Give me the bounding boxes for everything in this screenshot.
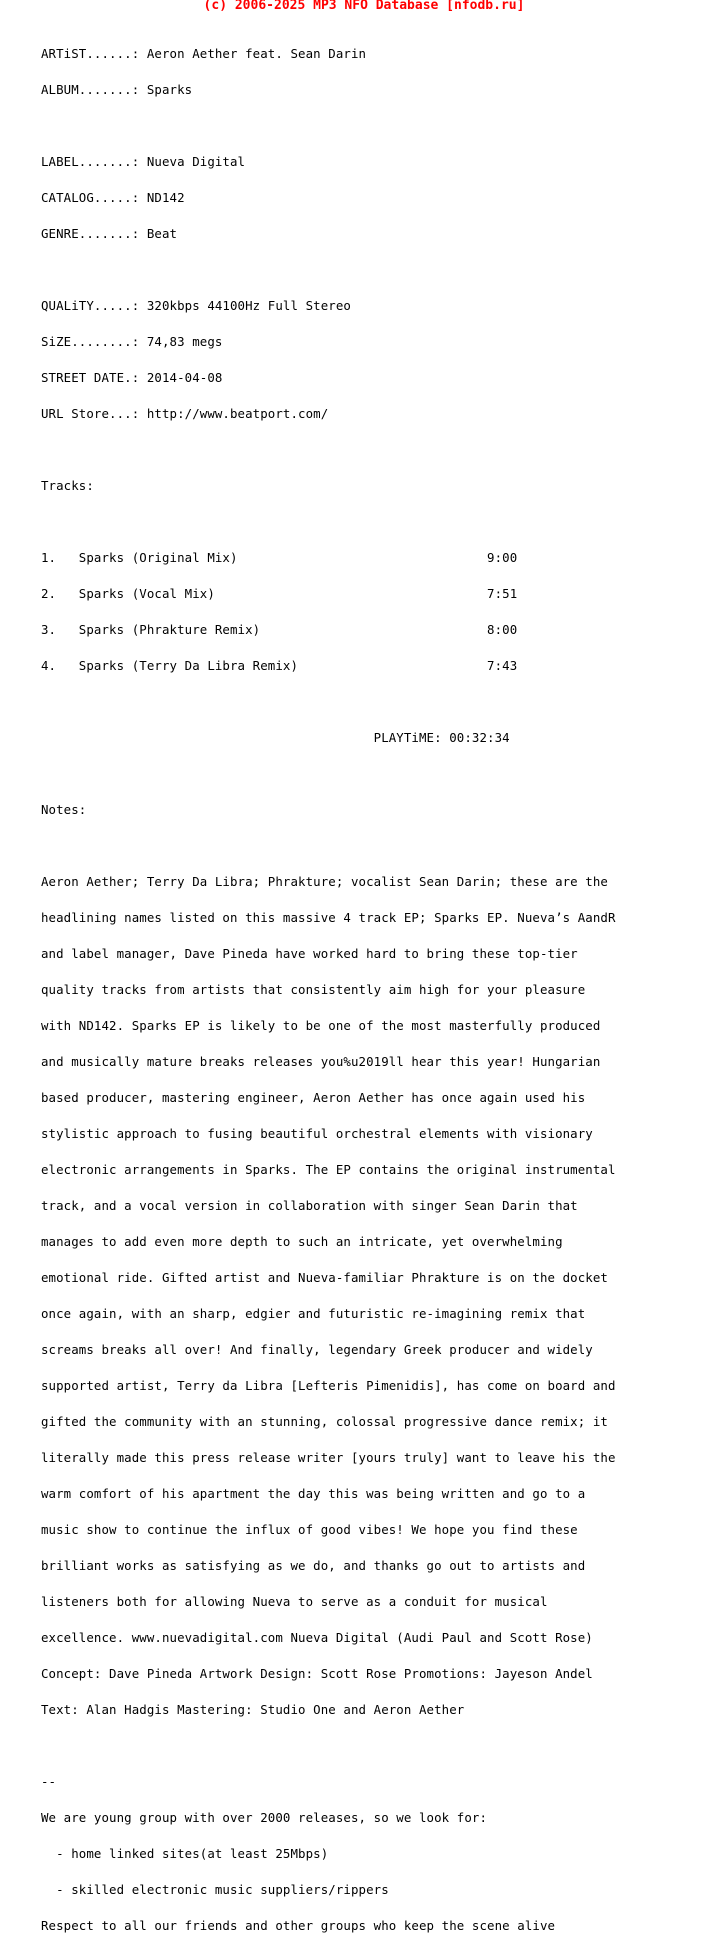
notes-line: quality tracks from artists that consistently aim high for your pleasure [41,982,586,997]
notes-line: electronic arrangements in Sparks. The EP contains the original instrumental [41,1162,616,1177]
artist-line: ARTiST......: Aeron Aether feat. Sean Darin [41,46,367,61]
notes-line: and musically mature breaks releases you%u2019ll hear this year! Hungarian [41,1054,601,1069]
notes-line: gifted the community with an stunning, colossal progressive dance remix; it [41,1414,608,1429]
notes-line: once again, with an sharp, edgier and futuristic re-imagining remix that [41,1306,586,1321]
notes-line: supported artist, Terry da Libra [Lefteris Pimenidis], has come on board and [41,1378,616,1393]
footer-line: - skilled electronic music suppliers/rippers [41,1882,389,1897]
catalog-line: CATALOG.....: ND142 [41,190,185,205]
track-row: 3. Sparks (Phrakture Remix) 8:00 [41,622,518,637]
notes-line: emotional ride. Gifted artist and Nueva-familiar Phrakture is on the docket [41,1270,608,1285]
notes-line: with ND142. Sparks EP is likely to be one of the most masterfully produced [41,1018,601,1033]
playtime-line: PLAYTiME: 00:32:34 [41,730,510,745]
track-row: 4. Sparks (Terry Da Libra Remix) 7:43 [41,658,518,673]
track-row: 2. Sparks (Vocal Mix) 7:51 [41,586,518,601]
notes-line: excellence. www.nuevadigital.com Nueva Digital (Audi Paul and Scott Rose) [41,1630,593,1645]
notes-line: music show to continue the influx of good vibes! We hope you find these [41,1522,578,1537]
notes-line: Text: Alan Hadgis Mastering: Studio One and Aeron Aether [41,1702,465,1717]
genre-line: GENRE.......: Beat [41,226,178,241]
nfo-text [41,24,616,1944]
notes-line: stylistic approach to fusing beautiful orchestral elements with visionary [41,1126,593,1141]
notes-line: track, and a vocal version in collaboration with singer Sean Darin that [41,1198,578,1213]
site-header: (c) 2006-2025 MP3 NFO Database [nfodb.ru] [203,0,525,13]
quality-line: QUALiTY.....: 320kbps 44100Hz Full Stereo [41,298,351,313]
notes-line: Concept: Dave Pineda Artwork Design: Scott Rose Promotions: Jayeson Andel [41,1666,593,1681]
tracks-heading: Tracks: [41,478,94,493]
label-line: LABEL.......: Nueva Digital [41,154,246,169]
notes-line: screams breaks all over! And finally, legendary Greek producer and widely [41,1342,593,1357]
notes-heading: Notes: [41,802,87,817]
notes-line: manages to add even more depth to such an intricate, yet overwhelming [41,1234,563,1249]
notes-line: literally made this press release writer [yours truly] want to leave his the [41,1450,616,1465]
notes-line: and label manager, Dave Pineda have worked hard to bring these top-tier [41,946,578,961]
url-store-line: URL Store...: http://www.beatport.com/ [41,406,329,421]
notes-line: listeners both for allowing Nueva to serve as a conduit for musical [41,1594,548,1609]
notes-line: brilliant works as satisfying as we do, and thanks go out to artists and [41,1558,586,1573]
separator-line: -- [41,1774,57,1789]
footer-line: - home linked sites(at least 25Mbps) [41,1846,329,1861]
notes-line: based producer, mastering engineer, Aeron Aether has once again used his [41,1090,586,1105]
notes-line: Aeron Aether; Terry Da Libra; Phrakture; vocalist Sean Darin; these are the [41,874,608,889]
size-line: SiZE........: 74,83 megs [41,334,223,349]
notes-line: warm comfort of his apartment the day this was being written and go to a [41,1486,586,1501]
footer-line: We are young group with over 2000 releases, so we look for: [41,1810,488,1825]
footer-line: Respect to all our friends and other groups who keep the scene alive [41,1918,556,1933]
track-row: 1. Sparks (Original Mix) 9:00 [41,550,518,565]
notes-line: headlining names listed on this massive 4 track EP; Sparks EP. Nueva’s AandR [41,910,616,925]
street-date-line: STREET DATE.: 2014-04-08 [41,370,223,385]
album-line: ALBUM.......: Sparks [41,82,193,97]
